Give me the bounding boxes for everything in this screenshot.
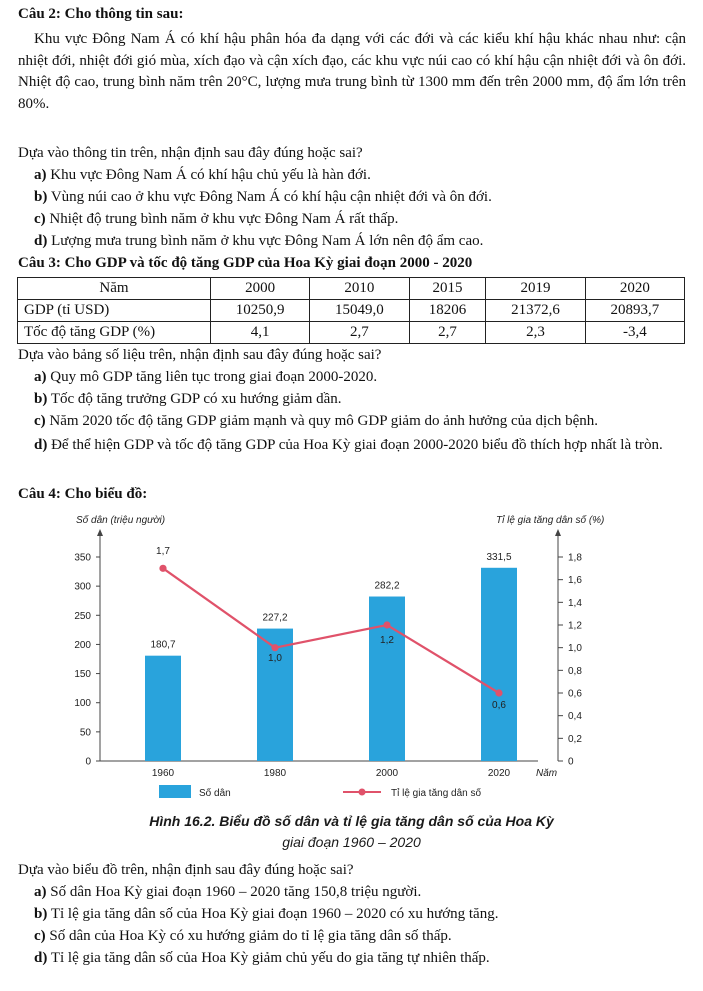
y-left-tick-label: 0 <box>85 756 91 768</box>
table-cell: 4,1 <box>211 322 310 344</box>
y-left-tick-label: 350 <box>74 552 91 564</box>
table-cell: 2,7 <box>409 322 486 344</box>
bar <box>145 656 181 761</box>
q2-paragraph: Khu vực Đông Nam Á có khí hậu phân hóa đa dạng với các đới và các kiểu khí hậu khác nhau như: cận nhiệt đới, nhiệt đới gió mùa, xích đạo và cận xích đạo, các khu vực núi cao có khí hậu cận nhiệt đới và ôn đới. Nhiệt độ cao, trung bình năm trên 20°C, lượng mưa trung bình từ 1300 mm đến trên 2000 mm, độ ẩm lớn trên 80%. <box>18 31 686 112</box>
y-left-tick-label: 150 <box>74 669 91 681</box>
y-axis-right-arrow <box>555 529 561 536</box>
legend-swatch-population <box>159 785 191 798</box>
y-right-tick-label: 1,0 <box>568 643 582 655</box>
table-cell: -3,4 <box>585 322 684 344</box>
q3-item-b: b) Tốc độ tăng trưởng GDP có xu hướng giảm dần. <box>34 391 342 407</box>
q2-item-a: a) Khu vực Đông Nam Á có khí hậu chủ yếu là hàn đới. <box>34 167 371 183</box>
y-left-tick-label: 200 <box>74 639 91 651</box>
table-cell: Tốc độ tăng GDP (%) <box>18 322 211 344</box>
table-cell: 2,3 <box>486 322 585 344</box>
growth-rate-line <box>163 568 499 693</box>
table-header-cell: 2015 <box>409 278 486 300</box>
line-data-label: 1,7 <box>156 546 170 557</box>
line-data-label: 1,2 <box>380 635 394 646</box>
y-right-tick-label: 1,8 <box>568 552 582 564</box>
figure-caption-period: giai đoạn 1960 – 2020 <box>282 834 421 850</box>
table-header-cell: 2010 <box>310 278 409 300</box>
growth-rate-point <box>495 689 502 696</box>
x-tick-label: 2000 <box>375 768 399 779</box>
x-tick-label: 1960 <box>151 768 175 779</box>
q3-item-d: d) Để thể hiện GDP và tốc độ tăng GDP của Hoa Kỳ giai đoạn 2000-2020 biểu đồ thích hợp nhất là tròn. <box>34 437 663 453</box>
table-cell: 2,7 <box>310 322 409 344</box>
table-cell: 18206 <box>409 300 486 322</box>
y-axis-left-title: Số dân (triệu người) <box>76 515 166 526</box>
legend-swatch-growth-point <box>359 789 366 796</box>
x-tick-label: 2020 <box>487 768 511 779</box>
growth-rate-point <box>383 621 390 628</box>
gdp-table <box>17 277 685 344</box>
y-left-tick-label: 250 <box>74 610 91 622</box>
table-cell: 21372,6 <box>486 300 585 322</box>
table-header-cell: 2020 <box>585 278 684 300</box>
x-tick-label: 1980 <box>263 768 287 779</box>
bar <box>369 597 405 761</box>
table-header-cell: Năm <box>18 278 211 300</box>
q3-title: Câu 3: Cho GDP và tốc độ tăng GDP của Hoa Kỳ giai đoạn 2000 - 2020 <box>18 255 473 271</box>
q4-item-a: a) Số dân Hoa Kỳ giai đoạn 1960 – 2020 tăng 150,8 triệu người. <box>34 884 422 900</box>
y-left-tick-label: 300 <box>74 581 91 593</box>
table-header-cell: 2019 <box>486 278 585 300</box>
q3-prompt: Dựa vào bảng số liệu trên, nhận định sau đây đúng hoặc sai? <box>18 347 382 363</box>
q3-item-c: c) Năm 2020 tốc độ tăng GDP giảm mạnh và quy mô GDP giảm do ảnh hưởng của dịch bệnh. <box>34 413 599 429</box>
legend-label-population: Số dân <box>199 788 231 799</box>
bar-data-label: 180,7 <box>150 639 176 651</box>
bar-data-label: 331,5 <box>486 551 512 563</box>
q4-title: Câu 4: Cho biểu đồ: <box>18 486 148 502</box>
q4-item-c: c) Số dân của Hoa Kỳ có xu hướng giảm do tỉ lệ gia tăng dân số thấp. <box>34 928 452 944</box>
x-axis-title: Năm <box>536 768 558 779</box>
q3-item-a: a) Quy mô GDP tăng liên tục trong giai đoạn 2000-2020. <box>34 369 378 385</box>
y-axis-left-arrow <box>97 529 103 536</box>
y-right-tick-label: 0,2 <box>568 733 582 745</box>
growth-rate-point <box>271 644 278 651</box>
q2-prompt: Dựa vào thông tin trên, nhận định sau đây đúng hoặc sai? <box>18 145 363 161</box>
table-header-cell: 2000 <box>211 278 310 300</box>
table-cell: GDP (tỉ USD) <box>18 300 211 322</box>
q4-item-b: b) Tỉ lệ gia tăng dân số của Hoa Kỳ giai đoạn 1960 – 2020 có xu hướng tăng. <box>34 906 499 922</box>
legend-label-growth: Tỉ lệ gia tăng dân số <box>391 788 482 799</box>
y-right-tick-label: 1,2 <box>568 620 582 632</box>
table-row <box>18 300 685 322</box>
y-right-tick-label: 1,6 <box>568 575 582 587</box>
table-cell: 15049,0 <box>310 300 409 322</box>
q2-item-c: c) Nhiệt độ trung bình năm ở khu vực Đông Nam Á rất thấp. <box>34 211 399 227</box>
bar <box>481 568 517 761</box>
y-right-tick-label: 0,6 <box>568 688 582 700</box>
figure-caption: Hình 16.2. Biểu đồ số dân và tỉ lệ gia tăng dân số của Hoa Kỳ <box>149 813 554 829</box>
table-row <box>18 322 685 344</box>
q2-item-b: b) Vùng núi cao ở khu vực Đông Nam Á có khí hậu cận nhiệt đới và ôn đới. <box>34 189 492 205</box>
line-data-label: 1,0 <box>268 653 282 664</box>
q2-title: Câu 2: Cho thông tin sau: <box>18 6 184 22</box>
line-data-label: 0,6 <box>492 700 506 711</box>
y-left-tick-label: 50 <box>79 727 91 739</box>
y-axis-right-title: Tỉ lệ gia tăng dân số (%) <box>496 515 605 526</box>
growth-rate-point <box>159 565 166 572</box>
y-right-tick-label: 0,4 <box>568 711 582 723</box>
bar-data-label: 227,2 <box>262 612 288 624</box>
q4-prompt: Dựa vào biểu đồ trên, nhận định sau đây đúng hoặc sai? <box>18 862 354 878</box>
q4-item-d: d) Tỉ lệ gia tăng dân số của Hoa Kỳ giảm chủ yếu do gia tăng tự nhiên thấp. <box>34 950 490 966</box>
table-cell: 10250,9 <box>211 300 310 322</box>
y-right-tick-label: 0 <box>568 756 574 768</box>
table-header-row <box>18 278 685 300</box>
y-left-tick-label: 100 <box>74 698 91 710</box>
q2-item-d: d) Lượng mưa trung bình năm ở khu vực Đông Nam Á lớn nên độ ẩm cao. <box>34 233 484 249</box>
table-cell: 20893,7 <box>585 300 684 322</box>
population-chart <box>0 505 703 805</box>
bar-data-label: 282,2 <box>374 580 400 592</box>
y-right-tick-label: 1,4 <box>568 597 582 609</box>
y-right-tick-label: 0,8 <box>568 665 582 677</box>
